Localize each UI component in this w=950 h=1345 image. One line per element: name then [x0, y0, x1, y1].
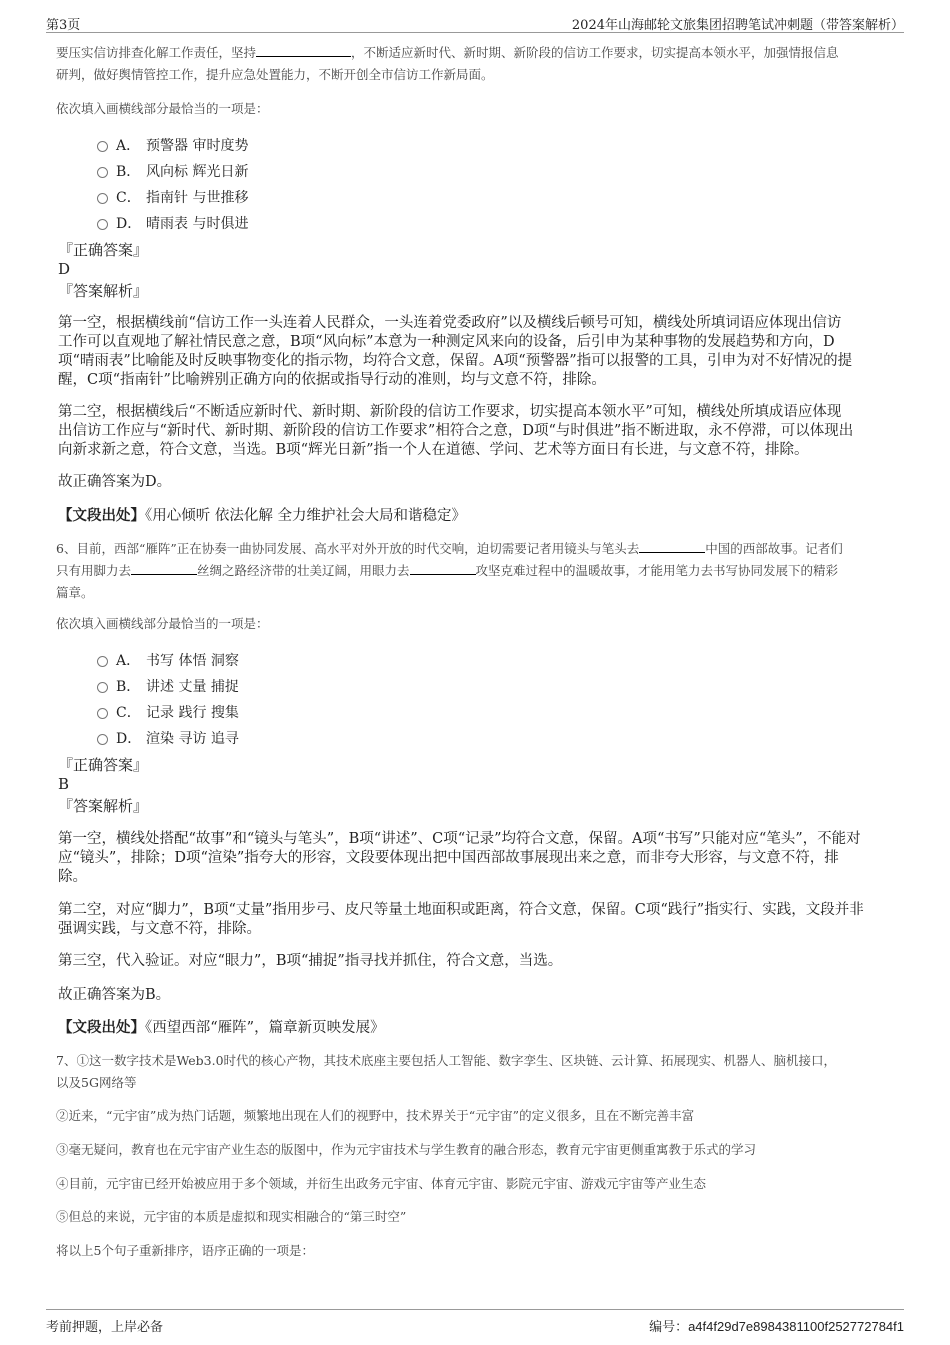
- q5-stem-line1: 要压实信访排查化解工作责任，坚持 ，不断适应新时代、新时期、新阶段的信访工作要求，切实提高本领水平，加强情报信息: [56, 45, 839, 60]
- q5-conclusion: 故正确答案为D。: [58, 474, 172, 490]
- footer-slogan: 考前押题，上岸必备: [46, 1320, 164, 1335]
- q6-answer-label: 『正确答案』: [58, 756, 149, 774]
- page-footer: [46, 1309, 904, 1334]
- q6-analysis-p3: 第三空，代入验证。对应“眼力”，B项“捕捉”指寻找并抓住，符合文意，当选。: [58, 953, 563, 969]
- q6-analysis-label: 『答案解析』: [58, 797, 149, 815]
- q6-conclusion: 故正确答案为B。: [58, 987, 171, 1003]
- q6-stem-line1: 6、目前，西部“雁阵”正在协奏一曲协同发展、高水平对外开放的时代交响，迫切需要记者用镜头与笔头去 中国的西部故事。记者们: [56, 541, 843, 556]
- q6-blank-1: [639, 540, 705, 553]
- q5-analysis-p2-l3: 向新求新之意，符合文意，当选。B项“辉光日新”指一个人在道德、学问、艺术等方面日有长进，与文意不符，排除。: [58, 442, 809, 458]
- page-number: 第3页: [46, 18, 81, 33]
- document-code: 编号：a4f4f29d7e8984381100f252772784f1: [649, 1319, 904, 1335]
- q5-option-d[interactable]: D． 晴雨表 与时俱进: [97, 213, 248, 233]
- q5-option-c[interactable]: C． 指南针 与世推移: [97, 187, 248, 207]
- q6-blank-3: [410, 562, 476, 575]
- q6-stem-line2: 只有用脚力去 丝绸之路经济带的壮美辽阔，用眼力去 攻坚克难过程中的温暖故事，才能用笔力去书写协同发展下的精彩: [56, 563, 839, 578]
- q7-sentence-1-l2: 以及5G网络等: [56, 1075, 137, 1090]
- radio-icon[interactable]: [97, 734, 108, 745]
- q7-sentence-3: ③毫无疑问，教育也在元宇宙产业生态的版图中，作为元宇宙技术与学生教育的融合形态，教育元宇宙更侧重寓教于乐式的学习: [56, 1142, 757, 1157]
- q6-option-a[interactable]: A． 书写 体悟 洞察: [97, 650, 239, 670]
- q5-analysis-p2-l2: 出信访工作应与“新时代、新时期、新阶段的信访工作要求”相符合之意，D项“与时俱进”指不断进取，永不停滞，可以体现出: [58, 423, 854, 439]
- q5-analysis-label: 『答案解析』: [58, 282, 149, 300]
- q5-prompt: 依次填入画横线部分最恰当的一项是：: [56, 101, 269, 116]
- radio-icon[interactable]: [97, 219, 108, 230]
- q6-analysis-p1-l2: 应“镜头”，排除；D项“渲染”指夸大的形容，文段要体现出把中国西部故事展现出来之意，而非夸大形容，与文意不符，排: [58, 850, 839, 866]
- q5-analysis-p1-l4: 醒，C项“指南针”比喻辨别正确方向的依据或指导行动的准则，均与文意不符，排除。: [58, 372, 606, 388]
- radio-icon[interactable]: [97, 708, 108, 719]
- q6-source: 【文段出处】《西望西部“雁阵”，篇章新页映发展》: [58, 1019, 385, 1036]
- q6-blank-2: [131, 562, 197, 575]
- q7-sentence-2: ②近来，“元宇宙”成为热门话题，频繁地出现在人们的视野中，技术界关于“元宇宙”的定义很多，且在不断完善丰富: [56, 1108, 695, 1123]
- q5-option-b[interactable]: B． 风向标 辉光日新: [97, 161, 248, 181]
- q5-answer: D: [58, 260, 71, 278]
- q6-analysis-p2-l2: 强调实践，与文意不符，排除。: [58, 921, 261, 937]
- radio-icon[interactable]: [97, 682, 108, 693]
- radio-icon[interactable]: [97, 167, 108, 178]
- q6-answer: B: [58, 775, 70, 793]
- q5-analysis-p1-l3: 项“晴雨表”比喻能及时反映事物变化的指示物，均符合文意，保留。A项“预警器”指可以报警的工具，引申为对不好情况的提: [58, 353, 853, 369]
- q6-analysis-p1-l1: 第一空，横线处搭配“故事”和“镜头与笔头”，B项“讲述”、C项“记录”均符合文意，保留。A项“书写”只能对应“笔头”，不能对: [58, 831, 861, 847]
- q5-option-a[interactable]: A． 预警器 审时度势: [97, 135, 248, 155]
- q6-stem-line3: 篇章。: [56, 585, 94, 600]
- q7-sentence-5: ⑤但总的来说，元宇宙的本质是虚拟和现实相融合的“第三时空”: [56, 1209, 407, 1224]
- document-title: 2024年山海邮轮文旅集团招聘笔试冲刺题（带答案解析）: [571, 18, 904, 33]
- q7-sentence-1-l1: 7、①这一数字技术是Web3.0时代的核心产物，其技术底座主要包括人工智能、数字孪生、区块链、云计算、拓展现实、机器人、脑机接口，: [56, 1053, 837, 1068]
- q5-analysis-p1-l2: 工作可以直观地了解社情民意之意，B项“风向标”本意为一种测定风来向的设备，后引申为某种事物的发展趋势和方向，D: [58, 334, 835, 350]
- q5-blank: [256, 44, 351, 57]
- q5-source: 【文段出处】《用心倾听 依法化解 全力维护社会大局和谐稳定》: [58, 507, 466, 524]
- q5-analysis-p1-l1: 第一空，根据横线前“信访工作一头连着人民群众，一头连着党委政府”以及横线后顿号可知，横线处所填词语应体现出信访: [58, 315, 842, 331]
- radio-icon[interactable]: [97, 141, 108, 152]
- q5-analysis-p2-l1: 第二空，根据横线后“不断适应新时代、新时期、新阶段的信访工作要求，切实提高本领水平”可知，横线处所填成语应体现: [58, 404, 842, 420]
- page-header: [46, 12, 904, 33]
- q5-answer-label: 『正确答案』: [58, 241, 149, 259]
- q6-option-b[interactable]: B． 讲述 丈量 捕捉: [97, 676, 239, 696]
- radio-icon[interactable]: [97, 193, 108, 204]
- q6-analysis-p1-l3: 除。: [58, 869, 87, 885]
- q7-prompt: 将以上5个句子重新排序，语序正确的一项是：: [56, 1243, 314, 1258]
- q7-sentence-4: ④目前，元宇宙已经开始被应用于多个领域，并衍生出政务元宇宙、体育元宇宙、影院元宇宙、游戏元宇宙等产业生态: [56, 1176, 707, 1191]
- radio-icon[interactable]: [97, 656, 108, 667]
- q5-stem-line2: 研判，做好舆情管控工作，提升应急处置能力，不断开创全市信访工作新局面。: [56, 67, 494, 82]
- q6-option-c[interactable]: C． 记录 践行 搜集: [97, 702, 239, 722]
- q6-prompt: 依次填入画横线部分最恰当的一项是：: [56, 616, 269, 631]
- q6-option-d[interactable]: D． 渲染 寻访 追寻: [97, 728, 239, 748]
- q6-analysis-p2-l1: 第二空，对应“脚力”，B项“丈量”指用步弓、皮尺等量土地面积或距离，符合文意，保留。C项“践行”指实行、实践，文段并非: [58, 902, 864, 918]
